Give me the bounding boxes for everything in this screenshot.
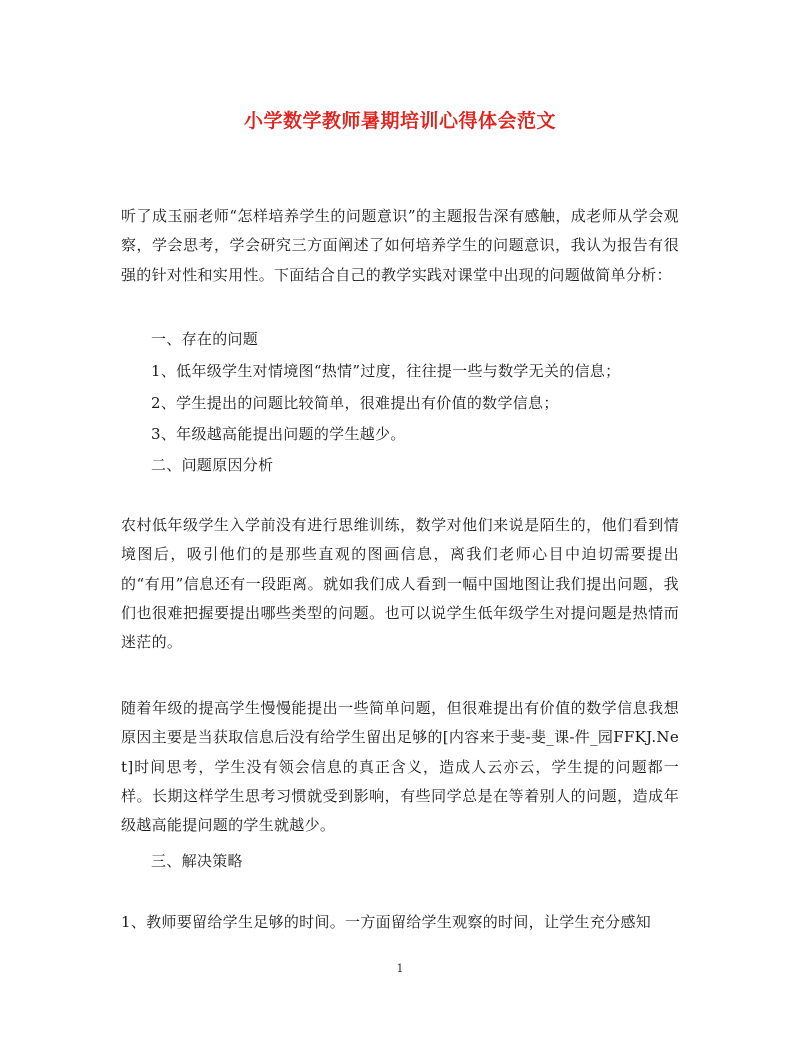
problem-item-1: 1、低年级学生对情境图“热情”过度，往往提一些与数学无关的信息； [151, 362, 621, 380]
problem-item-2: 2、学生提出的问题比较简单，很难提出有价值的数学信息； [151, 394, 559, 412]
section-heading-causes: 二、问题原因分析 [151, 456, 274, 474]
section-heading-strategies: 三、解决策略 [151, 852, 243, 870]
page-number: 1 [396, 962, 404, 975]
causes-paragraph-1: 农村低年级学生入学前没有进行思维训练，数学对他们来说是陌生的，他们看到情境图后，吸引他们的是那些直观的图画信息，离我们老师心目中迫切需要提出的“有用”信息还有一段距离。就如我们成人看到一幅中国地图让我们提出问题，我们也很难把握要提出哪些类型的问题。也可以说学生低年级学生对提问题是热情而迷茫的。 [121, 516, 679, 652]
document-title: 小学数学教师暑期培训心得体会范文 [243, 110, 556, 132]
causes-paragraph-2: 随着年级的提高学生慢慢能提出一些简单问题，但很难提出有价值的数学信息我想原因主要是当获取信息后没有给学生留出足够的[内容来于斐-斐_课-件_园FFKJ.Net]时间思考，学生没有领会信息的真正含义，造成人云亦云，学生提的问题都一样。长期这样学生思考习惯就受到影响，有些同学总是在等着别人的问题，造成年级越高能提问题的学生就越少。 [121, 699, 679, 835]
intro-paragraph: 听了成玉丽老师“怎样培养学生的问题意识”的主题报告深有感触，成老师从学会观察，学会思考，学会研究三方面阐述了如何培养学生的问题意识，我认为报告有很强的针对性和实用性。下面结合自己的教学实践对课堂中出现的问题做简单分析： [121, 207, 679, 284]
section-heading-problems: 一、存在的问题 [151, 330, 259, 348]
strategy-paragraph-1: 1、教师要留给学生足够的时间。一方面留给学生观察的时间，让学生充分感知 [121, 913, 652, 931]
problem-item-3: 3、年级越高能提出问题的学生越少。 [151, 425, 406, 443]
